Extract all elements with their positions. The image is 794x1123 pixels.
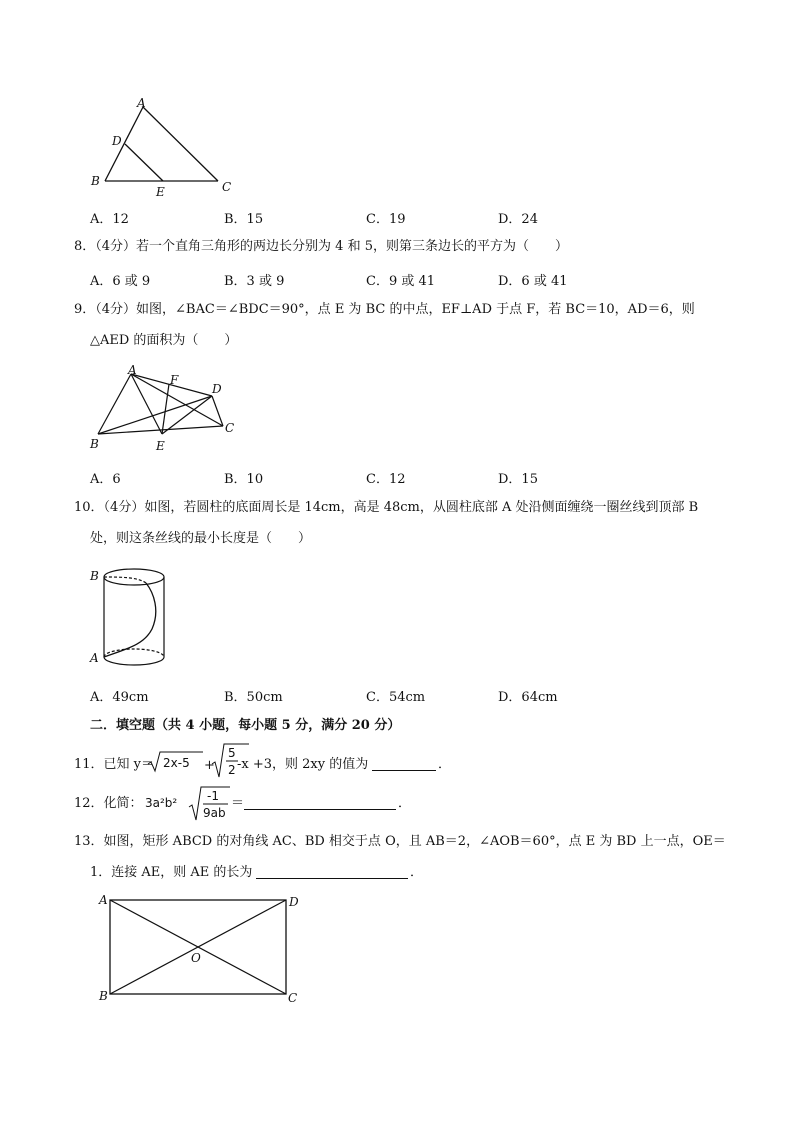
q7-option-c[interactable]: C．19 [366,212,406,227]
q13-label-o: O [191,951,201,965]
q12-frac-num: -1 [207,789,219,803]
q13-label-d: D [289,895,299,909]
q13-stem-line2: 1．连接 AE，则 AE 的长为 [90,865,253,880]
q8-option-a[interactable]: A．6 或 9 [90,274,151,289]
q9-option-c[interactable]: C．12 [366,472,406,487]
q8-option-b[interactable]: B．3 或 9 [224,274,285,289]
q13-label-b: B [99,989,108,1003]
q8-option-d[interactable]: D．6 或 41 [498,274,568,289]
q11-end: ． [438,757,452,772]
q7-option-b[interactable]: B．15 [224,212,264,227]
q13-label-c: C [288,991,298,1005]
q9-stem-line2: △AED 的面积为（ ） [90,333,238,348]
q7-option-a[interactable]: A．12 [90,212,129,227]
q10-cylinder-figure [86,563,176,675]
q10-label-a: A [90,651,99,665]
q9-quadrilateral-figure [86,362,246,457]
q9-option-d[interactable]: D．15 [498,472,538,487]
section-title-fill-in: 二．填空题（共 4 小题，每小题 5 分，满分 20 分） [90,718,401,733]
q8-option-c[interactable]: C．9 或 41 [366,274,436,289]
q11-after-frac: -x +3，则 2xy 的值为 [237,757,369,772]
q9-label-b: B [90,437,99,451]
q12-radical [188,785,232,823]
q13-end: ． [410,865,424,880]
q10-label-b: B [90,569,99,583]
q10-stem-line1: 10．（4分）如图，若圆柱的底面周长是 14cm，高是 48cm，从圆柱底部 A 处沿侧面缠绕一圈丝线到顶部 B [74,500,699,515]
q9-label-e: E [156,439,165,453]
q7-option-d[interactable]: D．24 [498,212,538,227]
q10-option-a[interactable]: A．49cm [90,690,149,705]
q8-stem: 8．（4分）若一个直角三角形的两边长分别为 4 和 5，则第三条边长的平方为（ ） [74,239,568,254]
q9-stem-line1: 9．（4分）如图，∠BAC＝∠BDC＝90°，点 E 为 BC 的中点，EF⊥AD 于点 F，若 BC＝10，AD＝6，则 [74,302,695,317]
q7-label-b: B [91,174,100,188]
q12-answer-blank[interactable] [244,795,396,814]
q13-stem-line1: 13．如图，矩形 ABCD 的对角线 AC、BD 相交于点 O，且 AB＝2，∠AOB＝60°，点 E 为 BD 上一点，OE＝ [74,834,726,849]
q12-coefficient: 3a²b² [145,796,178,810]
q11-plus: + [204,758,215,773]
q9-label-f: F [170,373,179,387]
q7-label-d: D [112,134,122,148]
q11-radical-1 [147,750,205,774]
q11-prefix: 11．已知 y＝ [74,757,155,772]
q7-label-c: C [222,180,232,194]
q7-label-a: A [137,96,146,110]
q7-label-e: E [156,185,165,199]
q11-answer-blank[interactable] [372,756,436,775]
q13-answer-blank[interactable] [256,864,408,883]
q12-frac-den: 9ab [203,806,226,820]
q10-option-c[interactable]: C．54cm [366,690,426,705]
q9-label-a: A [128,363,137,377]
q9-label-c: C [225,421,235,435]
q10-option-b[interactable]: B．50cm [224,690,283,705]
q11-frac-den: 2 [228,763,236,777]
q10-option-d[interactable]: D．64cm [498,690,558,705]
q12-end: ． [398,796,412,811]
q12-equals: ＝ [231,796,245,811]
q11-frac-num: 5 [228,746,236,760]
q13-label-a: A [99,893,108,907]
q10-stem-line2: 处，则这条丝线的最小长度是（ ） [90,531,312,546]
q12-prefix: 12．化简： [74,796,143,811]
q9-option-a[interactable]: A．6 [90,472,121,487]
q13-rectangle-figure [96,890,310,1012]
q9-label-d: D [212,382,222,396]
q7-triangle-figure [88,95,238,200]
q11-sqrt1-content: 2x-5 [163,756,190,770]
q9-option-b[interactable]: B．10 [224,472,264,487]
